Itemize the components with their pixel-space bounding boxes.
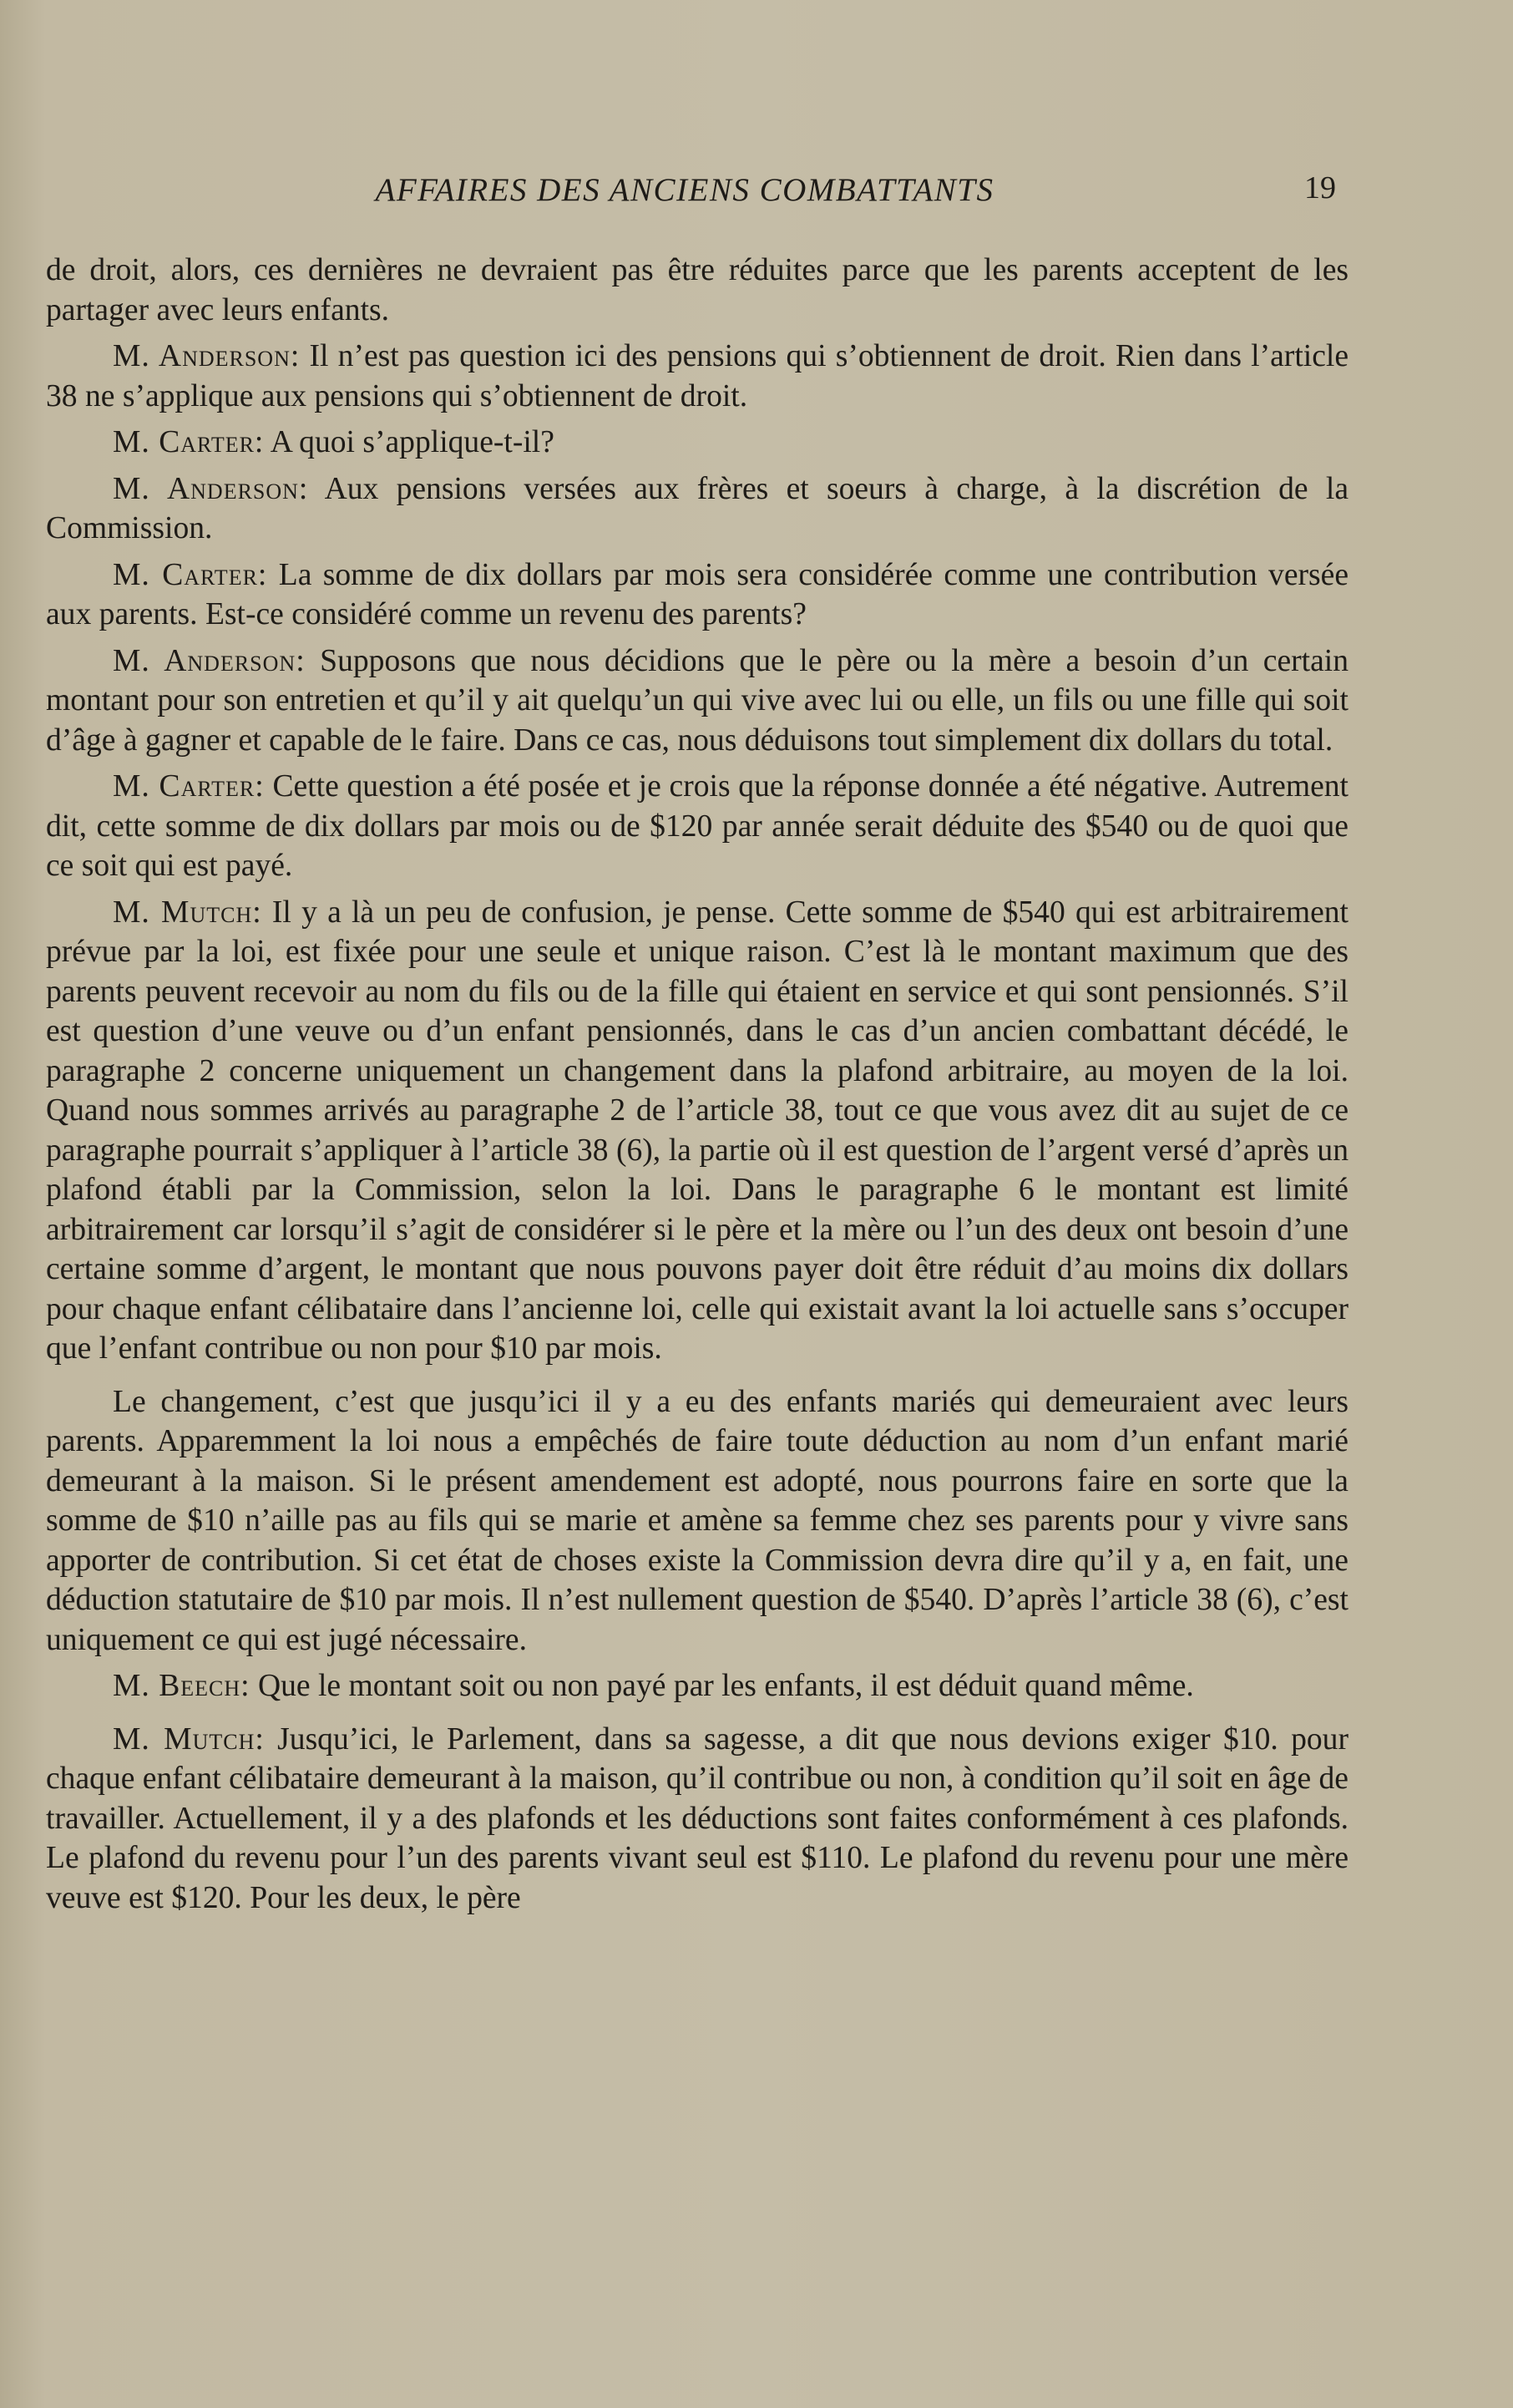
paragraph	[46, 1382, 1349, 1660]
speaker: M. Anderson:	[113, 339, 301, 373]
paragraph-text: Il n’est pas question ici des pensions qui s’obtiennent de droit. Rien dans l’article 38 ne s’applique aux pensions qui s’obtiennent de droit.	[46, 339, 1349, 413]
paragraph	[46, 337, 1349, 416]
paragraph-text: La somme de dix dollars par mois sera considérée comme une contribution versée aux parents. Est-ce considéré comme un revenu des parents?	[46, 557, 1349, 631]
paragraph	[46, 251, 1349, 330]
paragraph	[46, 893, 1349, 1369]
speaker: M. Anderson:	[113, 643, 306, 678]
speaker: M. Carter:	[113, 557, 268, 592]
paragraph-text: Que le montant soit ou non payé par les enfants, il est déduit quand même.	[250, 1669, 1194, 1703]
paragraph-text: A quoi s’applique-t-il?	[264, 425, 554, 459]
speaker: M. Anderson:	[113, 471, 309, 506]
paragraph-text: Il y a là un peu de confusion, je pense. Cette somme de $540 qui est arbitrairement prévue par la loi, est fixée pour une seule et unique raison. C’est là le montant maximum que des parents peuvent recevoir au nom du fils ou de la fille qui étaient en service et qui sont pensionnés. S’il est question d’une veuve ou d’un enfant pensionnés, dans le cas d’un ancien combattant décédé, le paragraphe 2 concerne uniquement un changement dans la plafond arbitraire, au moyen de la loi. Quand nous sommes arrivés au paragraphe 2 de l’article 38, tout ce que vous avez dit au sujet de ce paragraphe pourrait s’appliquer à l’article 38 (6), la partie où il est question de l’argent versé d’après un plafond établi par la Commission, selon la loi. Dans le paragraphe 6 le montant est limité arbitrairement car lorsqu’il s’agit de considérer si le père et la mère ou l’un des deux ont besoin d’une certaine somme d’argent, le montant que nous pouvons payer doit être réduit d’au moins dix dollars pour chaque enfant célibataire dans l’ancienne loi, celle qui existait avant la loi actuelle sans s’occuper que l’enfant contribue ou non pour $10 par mois.	[46, 895, 1349, 1366]
paragraph	[46, 641, 1349, 761]
paragraph-text: Le changement, c’est que jusqu’ici il y a eu des enfants mariés qui demeuraient avec leurs parents. Apparemment la loi nous a empêchés de faire toute déduction au nom d’un enfant marié demeurant à la maison. Si le présent amendement est adopté, nous pourrons faire en sorte que la somme de $10 n’aille pas au fils qui se marie et amène sa femme chez ses parents pour y vivre sans apporter de contribution. Si cet état de choses existe la Commission devra dire qu’il y a, en fait, une déduction statutaire de $10 par mois. Il n’est nullement question de $540. D’après l’article 38 (6), c’est uniquement ce qui est jugé nécessaire.	[46, 1384, 1349, 1657]
speaker: M. Beech:	[113, 1669, 250, 1703]
paragraph	[46, 1666, 1349, 1706]
speaker: M. Carter:	[113, 769, 265, 804]
paragraph	[46, 555, 1349, 635]
speaker: M. Carter:	[113, 425, 265, 459]
paragraph	[46, 423, 1349, 463]
page-body	[46, 251, 1349, 1918]
paragraph	[46, 469, 1349, 549]
paragraph-text: Supposons que nous décidions que le père ou la mère a besoin d’un certain montant pour son entretien et qu’il y ait quelqu’un qui vive avec lui ou elle, un fils ou une fille qui soit d’âge à gagner et capable de le faire. Dans ce cas, nous déduisons tout simplement dix dollars du total.	[46, 643, 1349, 758]
speaker: M. Mutch:	[113, 895, 262, 930]
paragraph-text: de droit, alors, ces dernières ne devraient pas être réduites parce que les parents acceptent de les partager avec leurs enfants.	[46, 253, 1349, 327]
paragraph	[46, 1720, 1349, 1919]
paragraph	[46, 767, 1349, 886]
running-header: AFFAIRES DES ANCIENS COMBATTANTS	[375, 172, 994, 208]
paragraph-text: Aux pensions versées aux frères et soeurs à charge, à la discrétion de la Commission.	[46, 471, 1349, 545]
page-number: 19	[1304, 170, 1336, 205]
paragraph-text: Jusqu’ici, le Parlement, dans sa sagesse, a dit que nous devions exiger $10. pour chaque enfant célibataire demeurant à la maison, qu’il contribue ou non, à condition qu’il soit en âge de travailler. Actuellement, il y a des plafonds et les déductions sont faites conformément à ces plafonds. Le plafond du revenu pour l’un des parents vivant seul est $110. Le plafond du revenu pour une mère veuve est $120. Pour les deux, le père	[46, 1721, 1349, 1915]
paragraph-text: Cette question a été posée et je crois que la réponse donnée a été négative. Autrement dit, cette somme de dix dollars par mois ou de $120 par année serait déduite des $540 ou de quoi que ce soit qui est payé.	[46, 769, 1349, 883]
speaker: M. Mutch:	[113, 1721, 265, 1757]
